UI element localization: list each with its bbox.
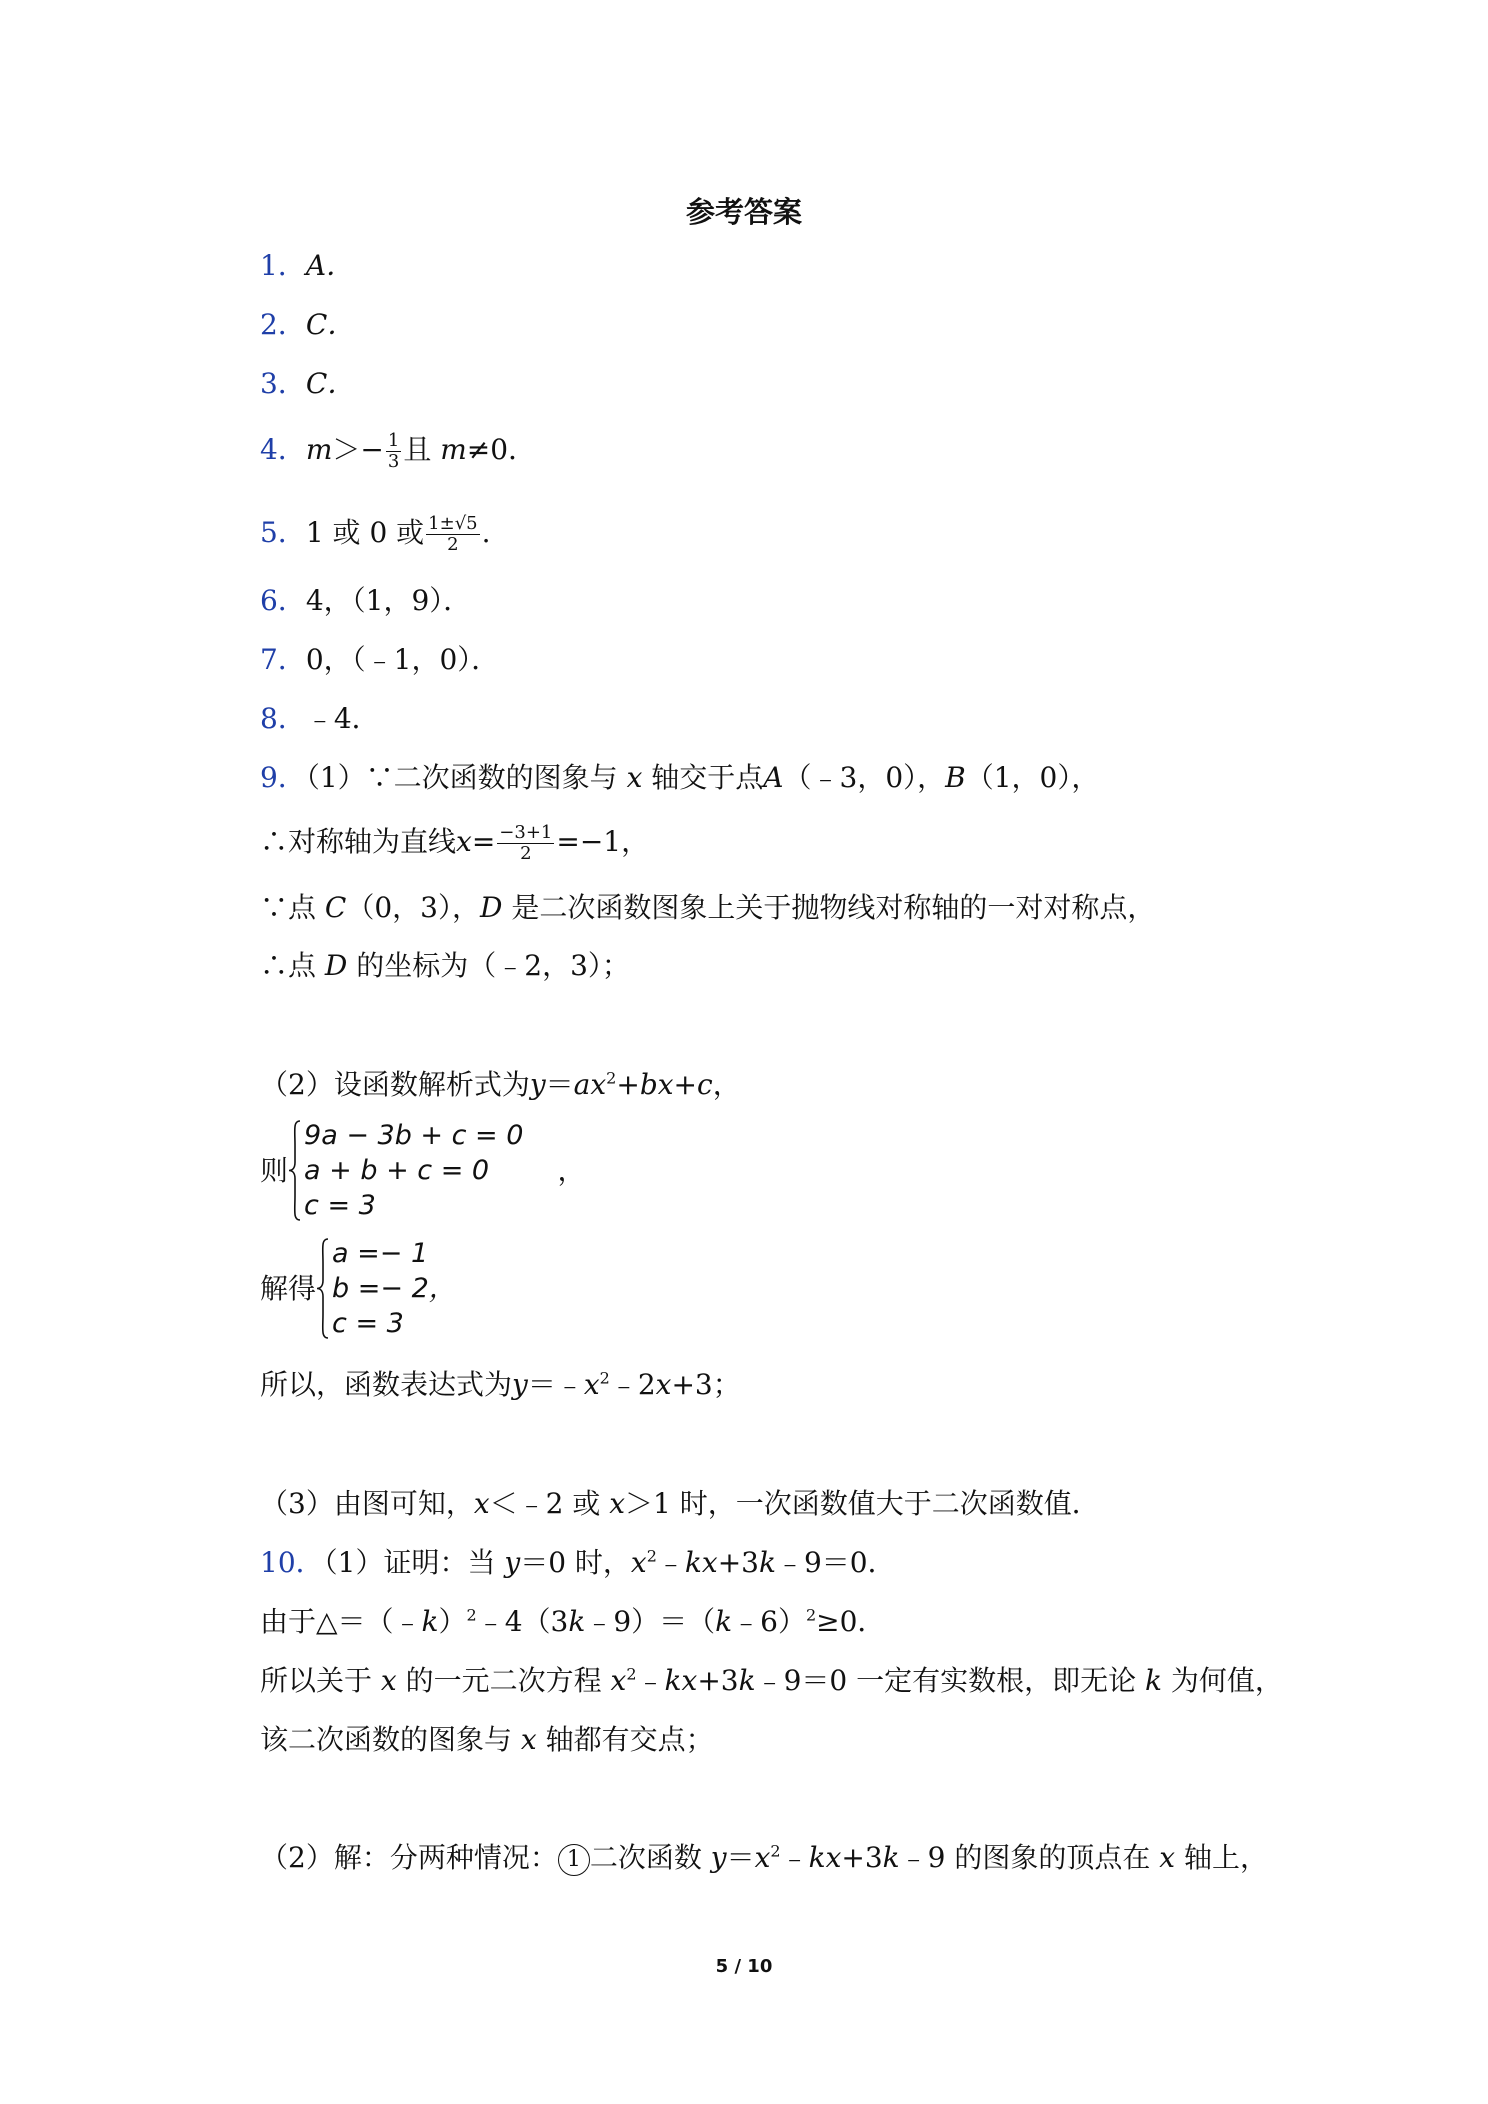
- text: （﹣3，0），: [783, 761, 946, 794]
- q9-line-3: [260, 888, 1155, 928]
- page-title: 参考答案: [685, 195, 802, 229]
- text: ∵点: [260, 891, 317, 924]
- var-k: k: [421, 1605, 439, 1638]
- exponent: 2: [770, 1841, 781, 1861]
- text: =: [471, 825, 496, 858]
- var-bx: bx: [639, 1068, 674, 1101]
- text: （1）证明：当: [323, 1546, 496, 1579]
- text: ＝0 时，: [520, 1546, 631, 1579]
- q9-line-2: [260, 822, 649, 864]
- text: ﹣: [636, 1664, 665, 1697]
- var-B: B: [945, 761, 966, 794]
- var-x: x: [380, 1664, 397, 1697]
- answer-5: [260, 513, 491, 555]
- var-y: y: [710, 1841, 727, 1874]
- answer-number: 3．: [260, 367, 306, 400]
- text: （1，0），: [965, 761, 1100, 794]
- q9-part3-line: [260, 1484, 1100, 1524]
- numerator: 1: [387, 430, 400, 451]
- answer-number: 5．: [260, 516, 306, 549]
- var-x: x: [825, 1841, 842, 1874]
- var-x: x: [609, 1487, 626, 1520]
- var-k: k: [715, 1605, 733, 1638]
- var-x: x: [583, 1368, 600, 1401]
- text: ∴对称轴为直线: [260, 825, 457, 858]
- var-x: x: [626, 761, 643, 794]
- text: 解得: [260, 1272, 317, 1305]
- text: ﹣9＝0 一定有实数根，即无论: [755, 1664, 1137, 1697]
- text: 该二次函数的图象与: [260, 1723, 513, 1756]
- text: ＝﹣: [527, 1368, 584, 1401]
- answer-3: [260, 364, 355, 404]
- var-x: x: [520, 1723, 537, 1756]
- var-C: C: [324, 891, 347, 924]
- text: 轴都有交点；: [545, 1723, 714, 1756]
- denominator: 2: [520, 843, 532, 864]
- equation-row: b =− 2，: [332, 1273, 456, 1304]
- text: （3）由图可知，: [260, 1487, 474, 1520]
- text: +3；: [671, 1368, 741, 1401]
- text: +3: [717, 1546, 759, 1579]
- text: ﹣9＝0．: [775, 1546, 896, 1579]
- text: ，: [557, 1154, 586, 1187]
- var-x: x: [754, 1841, 771, 1874]
- var-x: x: [610, 1664, 627, 1697]
- exponent: 2: [466, 1605, 477, 1625]
- text: 所以关于: [260, 1664, 373, 1697]
- text: +: [616, 1068, 640, 1101]
- text: ﹣: [780, 1841, 809, 1874]
- text: ≥0．: [816, 1605, 886, 1638]
- text: +3: [697, 1664, 739, 1697]
- answer-number: 9．: [260, 761, 306, 794]
- var-k: k: [808, 1841, 826, 1874]
- answer-8: [260, 699, 380, 739]
- text: 轴交于点: [651, 761, 764, 794]
- equation-row: 9a − 3b + c = 0: [304, 1120, 524, 1151]
- q10-line-2: [260, 1602, 885, 1642]
- answer-text: A．: [305, 249, 355, 282]
- var-x: x: [456, 825, 472, 858]
- var-x: x: [473, 1487, 490, 1520]
- text: （2）解：分两种情况：: [260, 1841, 558, 1874]
- var-D: D: [324, 949, 348, 982]
- answer-7: [260, 640, 499, 680]
- text: （2）设函数解析式为: [260, 1068, 530, 1101]
- text: 的坐标为（﹣2，3）；: [356, 949, 630, 982]
- fraction: [426, 514, 479, 555]
- text: =−1，: [556, 825, 650, 858]
- answer-text: ＞−: [332, 433, 384, 466]
- var-x: x: [701, 1546, 718, 1579]
- answer-6: [260, 581, 471, 621]
- system-brace-group: [288, 1118, 523, 1223]
- answer-1: [260, 246, 354, 286]
- answer-text: C．: [305, 367, 356, 400]
- answer-4: [260, 430, 536, 472]
- equation-row: a + b + c = 0: [304, 1155, 490, 1186]
- var-x: x: [1159, 1841, 1176, 1874]
- equation-row: a =− 1: [332, 1238, 429, 1269]
- q10-part2-line: [260, 1838, 1268, 1878]
- page-number: 5 / 10: [715, 1956, 773, 1977]
- equation-row: c = 3: [332, 1308, 404, 1339]
- brace-icon: [316, 1238, 330, 1339]
- answer-text: 1 或 0 或: [305, 516, 425, 549]
- var-ax: ax: [573, 1068, 607, 1101]
- text: 所以，函数表达式为: [260, 1368, 513, 1401]
- system-brace-group: [316, 1236, 456, 1341]
- answer-number: 6．: [260, 584, 306, 617]
- answer-number: 10．: [260, 1546, 324, 1579]
- text: 由于△＝（﹣: [260, 1605, 422, 1638]
- text: ﹣: [656, 1546, 685, 1579]
- exponent: 2: [599, 1368, 610, 1388]
- text: ﹣6）: [732, 1605, 806, 1638]
- var-m: m: [305, 433, 333, 466]
- q9-line-4: [260, 946, 630, 986]
- circled-number: 1: [558, 1844, 590, 1876]
- exponent: 2: [646, 1546, 657, 1566]
- answer-text: 0，（﹣1，0）．: [305, 643, 500, 676]
- exponent: 2: [805, 1605, 817, 1625]
- var-k: k: [664, 1664, 682, 1697]
- var-k: k: [1145, 1664, 1162, 1697]
- var-x: x: [655, 1368, 672, 1401]
- answer-text: ≠0．: [466, 433, 537, 466]
- text: ，: [712, 1068, 741, 1101]
- answer-text: C．: [305, 308, 356, 341]
- text: ﹣9）＝（: [585, 1605, 716, 1638]
- text: 是二次函数图象上关于抛物线对称轴的一对对称点，: [511, 891, 1156, 924]
- text: ＝: [726, 1841, 755, 1874]
- text: 则: [260, 1154, 289, 1187]
- var-k: k: [882, 1841, 900, 1874]
- text: ∴点: [260, 949, 317, 982]
- text: ＞1 时，一次函数值大于二次函数值．: [625, 1487, 1100, 1520]
- text: +3: [841, 1841, 883, 1874]
- text: 二次函数: [589, 1841, 702, 1874]
- brace-icon: [288, 1120, 302, 1221]
- text: 为何值，: [1170, 1664, 1283, 1697]
- text: ＝: [545, 1068, 574, 1101]
- var-k: k: [684, 1546, 702, 1579]
- var-k: k: [738, 1664, 756, 1697]
- numerator: −3+1: [499, 822, 553, 843]
- fraction: [497, 823, 554, 864]
- q9-part2-line: [260, 1065, 741, 1105]
- text: 的一元二次方程: [405, 1664, 602, 1697]
- var-y: y: [512, 1368, 528, 1401]
- answer-number: 2．: [260, 308, 306, 341]
- equation-row: c = 3: [304, 1190, 376, 1221]
- answer-2: [260, 305, 355, 345]
- exponent: 2: [626, 1664, 637, 1684]
- var-A: A: [763, 761, 784, 794]
- var-m: m: [440, 433, 467, 466]
- answer-number: 4．: [260, 433, 306, 466]
- equation-system-1: [260, 1118, 585, 1223]
- answer-number: 1．: [260, 249, 306, 282]
- var-k: k: [758, 1546, 776, 1579]
- var-D: D: [480, 891, 503, 924]
- answer-text: 4，（1，9）．: [305, 584, 472, 617]
- text: ＜﹣2 或: [489, 1487, 601, 1520]
- q10-line-3: [260, 1661, 1283, 1701]
- q9-result-line: [260, 1365, 741, 1405]
- var-k: k: [568, 1605, 586, 1638]
- text: （1）∵二次函数的图象与: [305, 761, 618, 794]
- answer-number: 7．: [260, 643, 306, 676]
- var-y: y: [529, 1068, 546, 1101]
- numerator: 1±√5: [428, 513, 478, 534]
- text: +: [673, 1068, 697, 1101]
- denominator: 3: [387, 451, 400, 472]
- q10-line-1: [260, 1543, 896, 1583]
- var-x: x: [681, 1664, 698, 1697]
- fraction: [386, 431, 401, 472]
- text: ﹣2: [609, 1368, 656, 1401]
- var-x: x: [630, 1546, 647, 1579]
- exponent: 2: [606, 1068, 617, 1088]
- text: 轴上，: [1183, 1841, 1268, 1874]
- answer-text: .: [481, 516, 491, 549]
- q10-line-4: [260, 1720, 714, 1760]
- var-c: c: [697, 1068, 713, 1101]
- answer-number: 8．: [260, 702, 306, 735]
- q9-line-1: [260, 758, 1099, 798]
- answer-text: ﹣4．: [305, 702, 380, 735]
- text: ﹣9 的图象的顶点在: [899, 1841, 1151, 1874]
- answer-text: 且: [403, 433, 432, 466]
- var-y: y: [504, 1546, 521, 1579]
- equation-system-2: [260, 1236, 456, 1341]
- denominator: 2: [447, 534, 459, 555]
- text: （0，3），: [346, 891, 480, 924]
- text: ）: [438, 1605, 467, 1638]
- text: ﹣4（3: [476, 1605, 569, 1638]
